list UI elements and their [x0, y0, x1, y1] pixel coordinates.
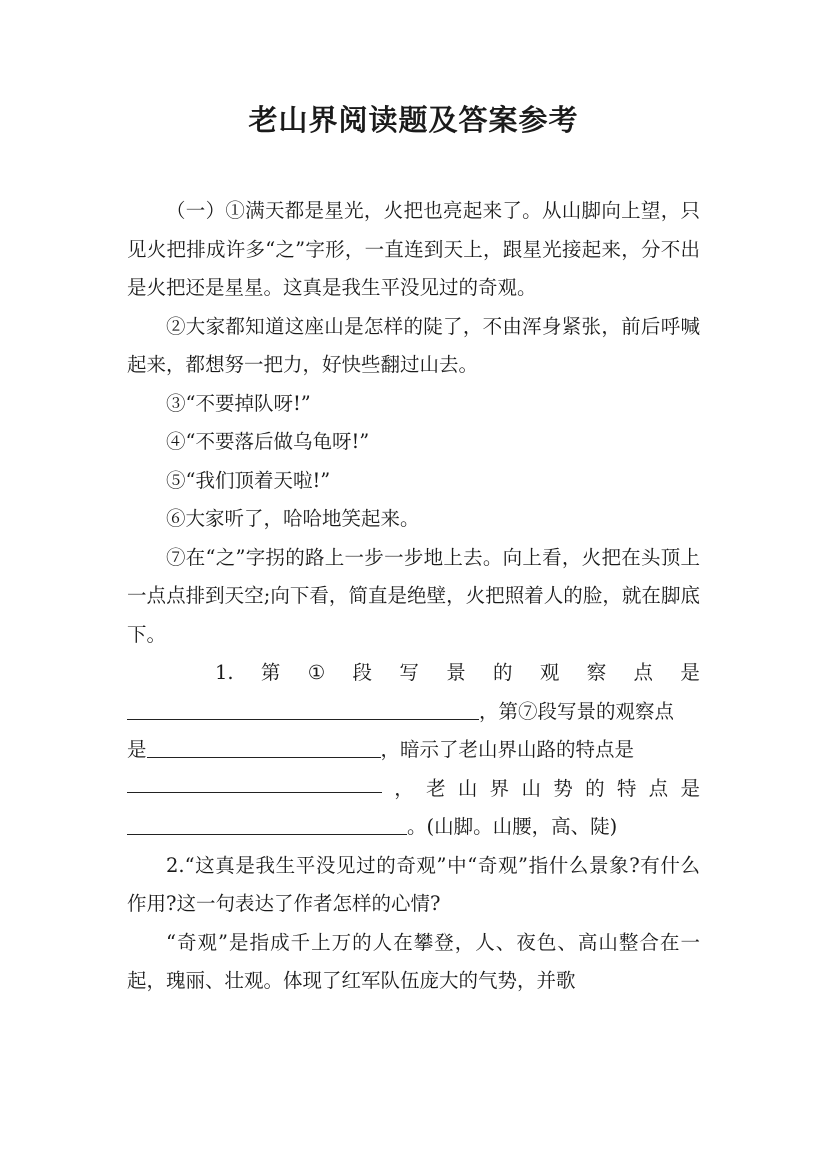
question-1-line-2: ，第⑦段写景的观察点 — [127, 693, 700, 732]
question-1-line-4: ， 老 山 界 山 势 的 特 点 是 — [127, 770, 700, 809]
paragraph-3: ③“不要掉队呀!” — [166, 391, 311, 415]
page-title: 老山界阅读题及答案参考 — [248, 103, 579, 137]
answer-2: “奇观”是指成千上万的人在攀登，人、夜色、高山整合在一起，瑰丽、壮观。体现了红军队伍庞大的气势，并歌 — [127, 930, 700, 992]
question-1-line-1: 1. 第 ① 段 写 景 的 观 察 点 是 — [215, 661, 700, 684]
question-1-line-5: 。(山脚。山腰，高、陡) — [127, 808, 700, 847]
paragraph-1: （一）①满天都是星光，火把也亮起来了。从山脚向上望，只见火把排成许多“之”字形，一直连到天上，跟星光接起来，分不出是火把还是星星。这真是我生平没见过的奇观。 — [127, 199, 700, 299]
question-1-line-3: 是 ，暗示了老山界山路的特点是 — [127, 731, 700, 770]
answer-blank[interactable] — [127, 812, 407, 835]
answer-blank[interactable] — [127, 770, 382, 793]
paragraph-4: ④“不要落后做乌龟呀!” — [166, 430, 370, 453]
paragraph-7: ⑦在“之”字拐的路上一步一步地上去。向上看，火把在头顶上一点点排到天空;向下看，简直是绝壁，火把照着人的脸，就在脚底下。 — [127, 545, 700, 646]
document-body — [127, 192, 700, 1001]
paragraph-2: ②大家都知道这座山是怎样的陡了，不由浑身紧张，前后呼喊起来，都想努一把力，好快些翻过山去。 — [127, 314, 700, 376]
question-2: 2.“这真是我生平没见过的奇观”中“奇观”指什么景象?有什么作用?这一句表达了作者怎样的心情? — [127, 853, 700, 915]
answer-blank[interactable] — [127, 697, 479, 720]
answer-blank[interactable] — [147, 735, 381, 758]
paragraph-5: ⑤“我们顶着天啦!” — [166, 468, 331, 492]
paragraph-6: ⑥大家听了，哈哈地笑起来。 — [166, 507, 420, 530]
